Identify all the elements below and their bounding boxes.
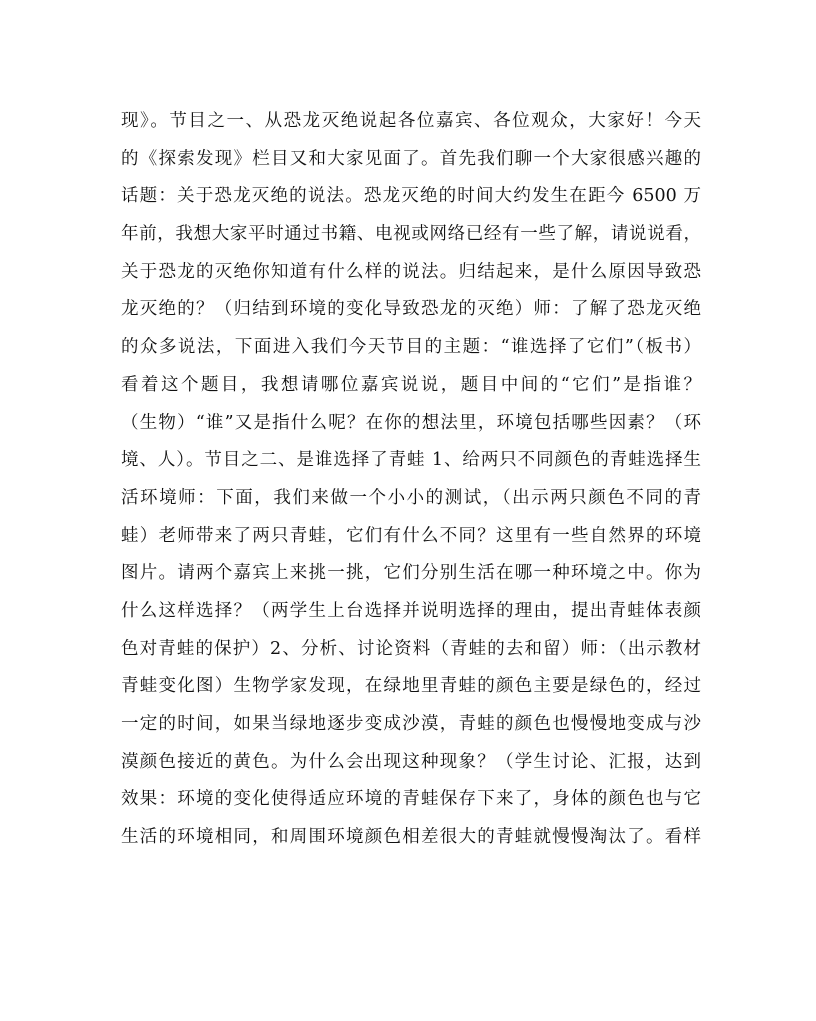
- text-line-14: 什么这样选择？（两学生上台选择并说明选择的理由，提出青蛙体表颜: [121, 600, 701, 621]
- text-line-8: 看着这个题目，我想请哪位嘉宾说说，题目中间的“它们”是指谁？: [121, 374, 701, 395]
- body-text: [121, 103, 701, 857]
- text-line-2: 的《探索发现》栏目又和大家见面了。首先我们聊一个大家很感兴趣的: [121, 148, 701, 169]
- text-line-16: 青蛙变化图）生物学家发现，在绿地里青蛙的颜色主要是绿色的，经过: [121, 676, 701, 697]
- text-line-10: 境、人）。节目之二、是谁选择了青蛙 1、给两只不同颜色的青蛙选择生: [121, 450, 701, 471]
- text-line-7: 的众多说法，下面进入我们今天节目的主题：“谁选择了它们”（板书）: [121, 337, 701, 358]
- text-line-13: 图片。请两个嘉宾上来挑一挑，它们分别生活在哪一种环境之中。你为: [121, 563, 701, 584]
- text-line-1: 现》。节目之一、从恐龙灭绝说起各位嘉宾、各位观众，大家好！今天: [121, 111, 701, 131]
- text-line-11: 活环境师：下面，我们来做一个小小的测试，（出示两只颜色不同的青: [121, 487, 701, 508]
- text-line-3: 话题：关于恐龙灭绝的说法。恐龙灭绝的时间大约发生在距今 6500 万: [121, 186, 701, 207]
- text-line-15: 色对青蛙的保护）2、分析、讨论资料（青蛙的去和留）师：（出示教材: [121, 638, 701, 659]
- text-line-6: 龙灭绝的？（归结到环境的变化导致恐龙的灭绝）师：了解了恐龙灭绝: [121, 299, 701, 320]
- text-line-4: 年前，我想大家平时通过书籍、电视或网络已经有一些了解，请说说看，: [121, 224, 701, 245]
- text-line-20: 生活的环境相同，和周围环境颜色相差很大的青蛙就慢慢淘汰了。看样: [121, 827, 701, 848]
- text-line-5: 关于恐龙的灭绝你知道有什么样的说法。归结起来，是什么原因导致恐: [121, 261, 701, 282]
- text-line-17: 一定的时间，如果当绿地逐步变成沙漠，青蛙的颜色也慢慢地变成与沙: [121, 714, 701, 734]
- text-line-19: 效果：环境的变化使得适应环境的青蛙保存下来了，身体的颜色也与它: [121, 789, 701, 810]
- text-line-18: 漠颜色接近的黄色。为什么会出现这种现象？（学生讨论、汇报，达到: [121, 751, 701, 772]
- text-line-12: 蛙）老师带来了两只青蛙，它们有什么不同？这里有一些自然界的环境: [121, 525, 701, 546]
- text-line-9: （生物）“谁”又是指什么呢？在你的想法里，环境包括哪些因素？（环: [121, 412, 701, 433]
